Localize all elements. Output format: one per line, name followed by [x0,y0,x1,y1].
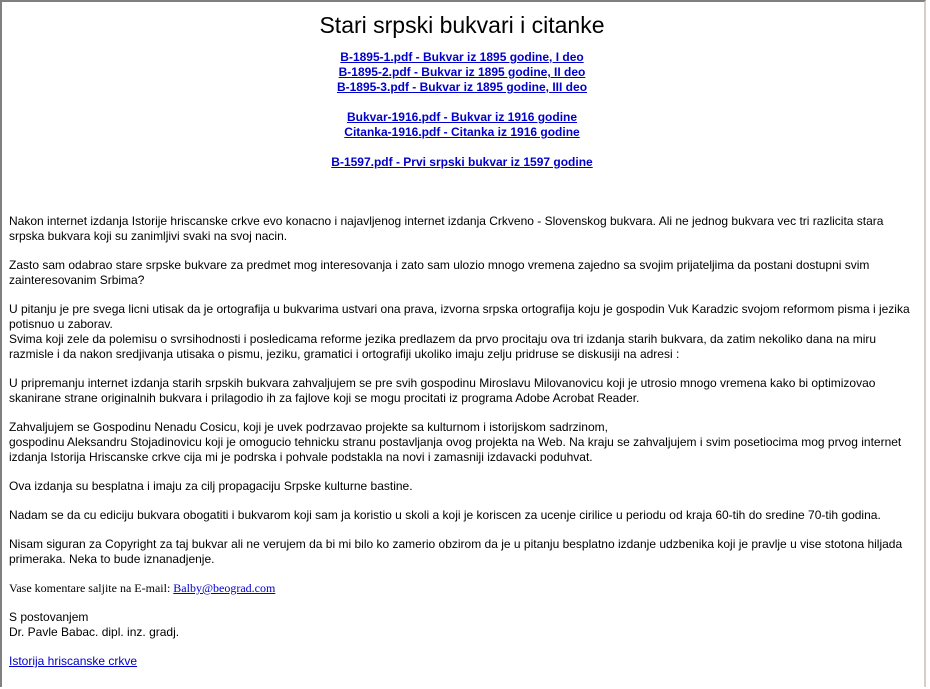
paragraph-discussion-line: Svima koji zele da polemisu o svrsihodnosti i posledicama reforme jezika predlazem da prvo procitaju ova tri izdanja starih bukvara, da zatim nekoliko dana na miru razmisle i da nakon sredjivanja utisaka o pismu, jeziku, gramatici i ortografiji ukoliko imaju zelju pridruse se diskusiji na adresi : [9,332,877,361]
paragraph-thanks-others [9,420,915,465]
page-content [9,0,915,683]
signature: Dr. Pavle Babac. dipl. inz. gradj. [9,625,180,639]
page-title: Stari srpski bukvari i citanke [319,12,605,38]
email-link[interactable]: Balby@beograd.com [173,581,276,595]
link-bukvar-1895-part-2[interactable]: B-1895-2.pdf - Bukvar iz 1895 godine, II deo [338,65,586,79]
closing [9,610,915,640]
comment-line [9,581,915,596]
link-bukvar-1916[interactable]: Bukvar-1916.pdf - Bukvar iz 1916 godine [346,110,578,124]
paragraph-future-edition: Nadam se da cu ediciju bukvara obogatiti i bukvarom koji sam ja koristio u skoli a koji je koriscen za ucenje cirilice u periodu od kraja 60-tih do sredine 70-tih godina. [9,508,881,522]
link-group-1895 [9,50,915,95]
link-bukvar-1895-part-3[interactable]: B-1895-3.pdf - Bukvar iz 1895 godine, III deo [336,80,588,94]
link-bukvar-1597[interactable]: B-1597.pdf - Prvi srpski bukvar iz 1597 godine [331,155,593,169]
salutation: S postovanjem [9,610,89,624]
paragraph-free: Ova izdanja su besplatna i imaju za cilj propagaciju Srpske kulturne bastine. [9,479,413,493]
paragraph-why: Zasto sam odabrao stare srpske bukvare za predmet mog interesovanja i zato sam ulozio mnogo vremena zajedno sa svojim prijateljima da postani dostupni svim zainteresovanim Srbima? [9,258,870,287]
paragraph-thanks-cosic: Zahvaljujem se Gospodinu Nenadu Cosicu, koji je uvek podrzavao projekte sa kulturnom i istorijskom sadrzinom, [9,420,608,434]
paragraph-orthography-line: U pitanju je pre svega licni utisak da je ortografija u bukvarima ustvari ona prava, izvorna srpska ortografija koju je gospodin Vuk Karadzic svojom reformom pisma i jezika potisnuo u zaborav. [9,302,910,331]
paragraph-orthography [9,302,915,362]
paragraph-thanks-milovanovic: U pripremanju internet izdanja starih srpskih bukvara zahvaljujem se pre svih gospodinu Miroslavu Milovanovicu koji je utrosio mnogo vremena kako bi optimizovao skanirane strane originalnih bukvara i prilagodio ih za fajlove koji se mogu procitati iz programa Adobe Acrobat Reader. [9,376,876,405]
comment-label: Vase komentare saljite na E-mail: [9,581,174,595]
link-citanka-1916[interactable]: Citanka-1916.pdf - Citanka iz 1916 godine [344,125,580,139]
link-group-1597 [9,155,915,170]
link-group-1916 [9,110,915,140]
footer-link-church-history[interactable]: Istorija hriscanske crkve [9,654,138,668]
paragraph-copyright: Nisam siguran za Copyright za taj bukvar ali ne verujem da bi mi bilo ko zamerio obzirom da je u pitanju besplatno izdanje udzbenika koji je pravlje u vise stotona hiljada primeraka. Neka to bude iznanadjenje. [9,537,903,566]
link-bukvar-1895-part-1[interactable]: B-1895-1.pdf - Bukvar iz 1895 godine, I deo [340,50,584,64]
pdf-link-list [9,50,915,170]
article-body [9,214,915,669]
paragraph-thanks-stojadinovic: gospodinu Aleksandru Stojadinovicu koji je omogucio tehnicku stranu postavljanja ovog projekta na Web. Na kraju se zahvaljujem i svim posetiocima mog prvog internet izdanja Istorija Hriscanske crkve cija mi je podrska i pohvale podstakla na novi i zamasniji izdavacki poduhvat. [9,435,902,464]
footer [9,654,915,669]
paragraph-intro: Nakon internet izdanja Istorije hriscanske crkve evo konacno i najavljenog internet izdanja Crkveno - Slovenskog bukvara. Ali ne jednog bukvara vec tri razlicita stara srpska bukvara koji su zanimljivi svaki na svoj nacin. [9,214,884,243]
